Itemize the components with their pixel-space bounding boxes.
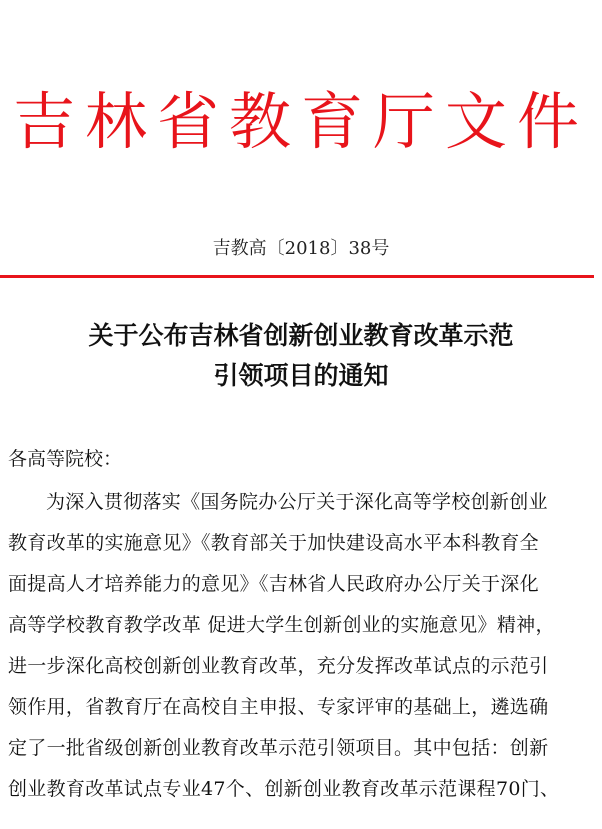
body-paragraph bbox=[8, 482, 594, 810]
document-masthead: 吉林省教育厅文件 bbox=[12, 85, 589, 158]
body-line: 创业教育改革试点专业47个、创新创业教育改革示范课程70门、 bbox=[8, 778, 560, 800]
red-divider-line bbox=[0, 275, 594, 278]
body-line: 为深入贯彻落实《国务院办公厅关于深化高等学校创新创业 bbox=[46, 491, 548, 513]
document-title bbox=[0, 316, 602, 396]
body-line: 领作用，省教育厅在高校自主申报、专家评审的基础上，遴选确 bbox=[8, 696, 549, 718]
body-line: 进一步深化高校创新创业教育改革，充分发挥改革试点的示范引 bbox=[8, 655, 549, 677]
title-line-2: 引领项目的通知 bbox=[213, 361, 389, 390]
salutation: 各高等院校： bbox=[8, 448, 123, 470]
title-line-1: 关于公布吉林省创新创业教育改革示范 bbox=[88, 321, 514, 350]
body-line: 面提高人才培养能力的意见》《吉林省人民政府办公厅关于深化 bbox=[8, 573, 539, 595]
body-line: 高等学校教育教学改革 促进大学生创新创业的实施意见》精神， bbox=[8, 614, 555, 636]
body-line: 定了一批省级创新创业教育改革示范引领项目。其中包括：创新 bbox=[8, 737, 549, 759]
document-number: 吉教高〔2018〕38号 bbox=[212, 238, 390, 259]
body-line: 教育改革的实施意见》《教育部关于加快建设高水平本科教育全 bbox=[8, 532, 539, 554]
